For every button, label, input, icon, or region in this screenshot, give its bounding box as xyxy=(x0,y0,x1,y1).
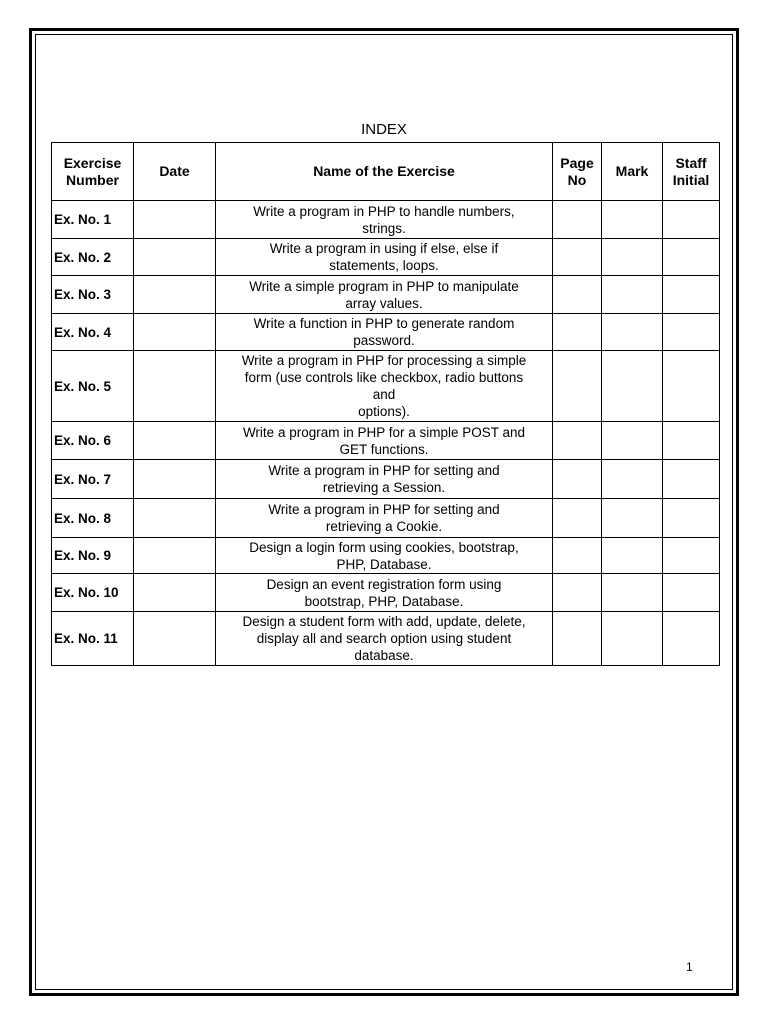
staff-initial-cell xyxy=(663,422,720,460)
page-no-cell xyxy=(553,201,602,239)
page-no-cell xyxy=(553,422,602,460)
exercise-name: Write a program in PHP for processing a simple form (use controls like checkbox, radio buttons and options). xyxy=(216,351,553,422)
page-no-cell xyxy=(553,499,602,538)
page-number: 1 xyxy=(686,960,693,974)
mark-cell xyxy=(602,538,663,574)
date-cell xyxy=(134,422,216,460)
staff-initial-cell xyxy=(663,574,720,612)
exercise-number: Ex. No. 4 xyxy=(52,314,134,351)
staff-initial-cell xyxy=(663,351,720,422)
mark-cell xyxy=(602,460,663,499)
mark-cell xyxy=(602,314,663,351)
staff-initial-cell xyxy=(663,499,720,538)
exercise-number: Ex. No. 2 xyxy=(52,239,134,276)
mark-cell xyxy=(602,612,663,666)
index-table xyxy=(51,142,720,666)
page-no-cell xyxy=(553,574,602,612)
date-cell xyxy=(134,538,216,574)
table-row xyxy=(52,351,720,422)
staff-initial-cell xyxy=(663,612,720,666)
exercise-name: Write a simple program in PHP to manipulate array values. xyxy=(216,276,553,314)
table-row xyxy=(52,499,720,538)
table-row xyxy=(52,574,720,612)
staff-initial-cell xyxy=(663,239,720,276)
page-no-cell xyxy=(553,351,602,422)
header-date: Date xyxy=(134,143,216,201)
exercise-name: Write a program in PHP for setting and retrieving a Cookie. xyxy=(216,499,553,538)
date-cell xyxy=(134,574,216,612)
exercise-name: Write a function in PHP to generate random password. xyxy=(216,314,553,351)
date-cell xyxy=(134,612,216,666)
exercise-name: Write a program in PHP to handle numbers, strings. xyxy=(216,201,553,239)
date-cell xyxy=(134,239,216,276)
table-row xyxy=(52,276,720,314)
exercise-number: Ex. No. 5 xyxy=(52,351,134,422)
exercise-name: Design a student form with add, update, delete, display all and search option using student database. xyxy=(216,612,553,666)
date-cell xyxy=(134,460,216,499)
page-no-cell xyxy=(553,612,602,666)
exercise-number: Ex. No. 8 xyxy=(52,499,134,538)
mark-cell xyxy=(602,239,663,276)
table-row xyxy=(52,201,720,239)
exercise-name: Write a program in PHP for setting and retrieving a Session. xyxy=(216,460,553,499)
staff-initial-cell xyxy=(663,538,720,574)
table-row xyxy=(52,460,720,499)
page-title: INDEX xyxy=(361,121,407,138)
table-row xyxy=(52,422,720,460)
table-row xyxy=(52,538,720,574)
exercise-name: Design a login form using cookies, bootstrap, PHP, Database. xyxy=(216,538,553,574)
mark-cell xyxy=(602,422,663,460)
staff-initial-cell xyxy=(663,201,720,239)
mark-cell xyxy=(602,574,663,612)
page-no-cell xyxy=(553,276,602,314)
date-cell xyxy=(134,499,216,538)
header-name: Name of the Exercise xyxy=(216,143,553,201)
page-no-cell xyxy=(553,314,602,351)
table-header-row xyxy=(52,143,720,201)
mark-cell xyxy=(602,276,663,314)
exercise-number: Ex. No. 7 xyxy=(52,460,134,499)
date-cell xyxy=(134,276,216,314)
staff-initial-cell xyxy=(663,314,720,351)
table-row xyxy=(52,314,720,351)
header-mark: Mark xyxy=(602,143,663,201)
header-exercise-number: Exercise Number xyxy=(52,143,134,201)
header-staff-initial: Staff Initial xyxy=(663,143,720,201)
exercise-number: Ex. No. 3 xyxy=(52,276,134,314)
exercise-name: Design an event registration form using bootstrap, PHP, Database. xyxy=(216,574,553,612)
exercise-name: Write a program in using if else, else if statements, loops. xyxy=(216,239,553,276)
exercise-number: Ex. No. 11 xyxy=(52,612,134,666)
staff-initial-cell xyxy=(663,276,720,314)
mark-cell xyxy=(602,201,663,239)
date-cell xyxy=(134,314,216,351)
date-cell xyxy=(134,351,216,422)
page-no-cell xyxy=(553,460,602,499)
page-no-cell xyxy=(553,239,602,276)
page-no-cell xyxy=(553,538,602,574)
staff-initial-cell xyxy=(663,460,720,499)
mark-cell xyxy=(602,351,663,422)
date-cell xyxy=(134,201,216,239)
table-row xyxy=(52,612,720,666)
exercise-number: Ex. No. 9 xyxy=(52,538,134,574)
exercise-name: Write a program in PHP for a simple POST and GET functions. xyxy=(216,422,553,460)
exercise-number: Ex. No. 6 xyxy=(52,422,134,460)
header-page-no: Page No xyxy=(553,143,602,201)
exercise-number: Ex. No. 1 xyxy=(52,201,134,239)
mark-cell xyxy=(602,499,663,538)
table-row xyxy=(52,239,720,276)
exercise-number: Ex. No. 10 xyxy=(52,574,134,612)
